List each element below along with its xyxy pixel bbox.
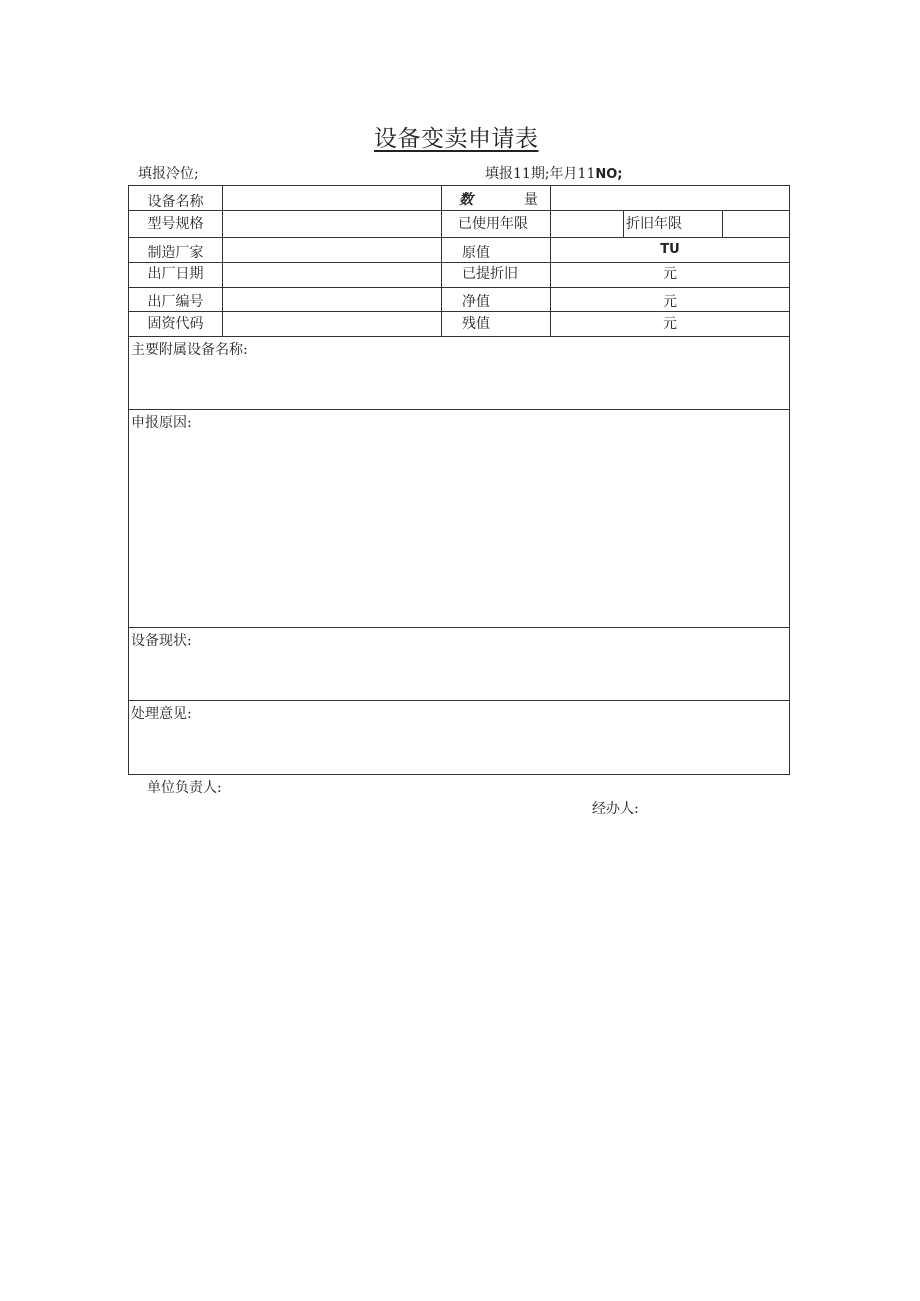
original-value-label: 原值 — [462, 245, 490, 261]
section-divider — [129, 627, 789, 628]
row-divider — [129, 311, 789, 312]
row-divider — [129, 210, 789, 211]
row-divider — [129, 237, 789, 238]
section-divider — [129, 700, 789, 701]
net-value-unit: 元 — [663, 294, 677, 310]
no-label: NO; — [595, 167, 623, 182]
equipment-name-label: 设备名称 — [147, 194, 204, 210]
residual-value-unit: 元 — [663, 316, 677, 332]
date-suffix: 年月11 — [549, 166, 596, 182]
model-spec-label: 型号规格 — [147, 216, 204, 232]
manufacturer-label: 制造厂家 — [147, 245, 204, 261]
quantity-label-a: 数 — [459, 192, 473, 208]
handler-label: 经办人: — [592, 801, 639, 817]
row-divider — [129, 336, 789, 337]
original-value-unit: TU — [660, 242, 680, 257]
opinion-label: 处理意见: — [131, 706, 192, 722]
reason-label: 申报原因: — [131, 415, 192, 431]
attachments-label: 主要附属设备名称: — [131, 342, 248, 358]
form-table — [128, 185, 790, 775]
net-value-label: 净值 — [462, 294, 490, 310]
responsible-label: 单位负责人: — [147, 780, 222, 796]
accumulated-depreciation-label: 已提折旧 — [462, 266, 518, 282]
quantity-label-b: 量 — [523, 192, 538, 208]
unit-label: 填报冷位; — [138, 166, 199, 182]
date-label-text: 填报11期; — [485, 166, 550, 182]
section-divider — [129, 409, 789, 410]
serial-number-label: 出厂编号 — [147, 294, 204, 310]
quantity-label — [459, 189, 538, 209]
accumulated-depreciation-unit: 元 — [663, 266, 677, 282]
residual-value-label: 残值 — [462, 316, 490, 332]
asset-code-label: 固资代码 — [147, 316, 204, 332]
col-divider — [623, 210, 624, 237]
date-label — [485, 163, 623, 183]
depreciation-years-label: 折旧年限 — [626, 216, 682, 232]
col-divider — [441, 186, 442, 336]
factory-date-label: 出厂日期 — [147, 266, 204, 282]
row-divider — [129, 287, 789, 288]
years-used-label: 已使用年限 — [458, 216, 528, 232]
col-divider — [722, 210, 723, 237]
status-label: 设备现状: — [131, 633, 192, 649]
col-divider — [222, 186, 223, 336]
page-title: 设备变卖申请表 — [374, 126, 539, 152]
